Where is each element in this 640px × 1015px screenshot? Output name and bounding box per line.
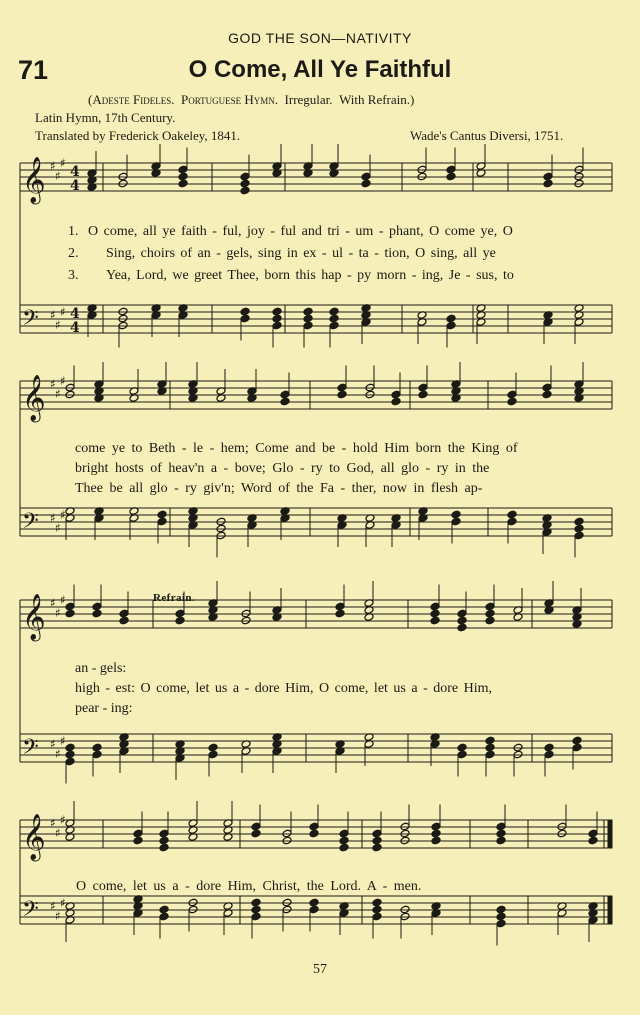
time-signature: 4 xyxy=(70,320,80,336)
notehead xyxy=(507,397,517,406)
bass-clef-glyph: 𝄢 xyxy=(22,306,39,336)
notehead xyxy=(240,307,250,316)
notehead xyxy=(178,165,188,174)
notehead xyxy=(430,616,440,625)
notehead xyxy=(65,757,75,766)
notehead xyxy=(496,905,506,914)
final-barline xyxy=(608,820,612,848)
notehead xyxy=(92,743,102,752)
notehead xyxy=(430,609,440,618)
sharp-glyph: ♯ xyxy=(50,511,56,525)
notehead xyxy=(457,750,467,759)
lyric-line: high - est: O come, let us a - dore Him, O come, let us a - dore Him, xyxy=(75,681,493,696)
sharp-glyph: ♯ xyxy=(55,318,61,332)
lyric-line: O come, let us a - dore Him, Christ, the Lord. A - men. xyxy=(76,879,422,894)
lyric-line: Sing, choirs of an - gels, sing in ex - ul - ta - tion, O sing, all ye xyxy=(106,246,496,261)
notehead xyxy=(496,829,506,838)
notehead xyxy=(496,836,506,845)
notehead xyxy=(588,829,598,838)
sharp-glyph: ♯ xyxy=(60,374,66,388)
notehead xyxy=(133,836,143,845)
sharp-glyph: ♯ xyxy=(55,826,61,840)
lyric-line: bright hosts of heav'n a - bove; Glo - ry to God, all glo - ry in the xyxy=(75,461,490,476)
staff-lines xyxy=(20,163,612,924)
notehead xyxy=(240,179,250,188)
notehead xyxy=(431,829,441,838)
sharp-glyph: ♯ xyxy=(55,606,61,620)
lyric-line: Yea, Lord, we greet Thee, born this hap - py morn - ing, Je - sus, to xyxy=(106,268,514,283)
sharp-glyph: ♯ xyxy=(50,596,56,610)
notehead xyxy=(329,314,339,323)
notehead xyxy=(335,602,345,611)
notes xyxy=(65,144,612,946)
notehead xyxy=(208,743,218,752)
notehead xyxy=(309,829,319,838)
notehead xyxy=(542,390,552,399)
tune-open: ( xyxy=(88,92,93,107)
notehead xyxy=(457,609,467,618)
section-header: GOD THE SON—NATIVITY xyxy=(228,30,412,46)
notehead xyxy=(159,905,169,914)
notehead xyxy=(251,822,261,831)
notehead xyxy=(543,172,553,181)
notehead xyxy=(309,822,319,831)
notehead xyxy=(542,383,552,392)
notehead xyxy=(339,843,349,852)
notehead xyxy=(240,314,250,323)
tune-note: With Refrain. xyxy=(339,92,411,107)
notehead xyxy=(65,743,75,752)
treble-clef-glyph: 𝄞 xyxy=(22,375,46,421)
notehead xyxy=(507,517,517,526)
notehead xyxy=(496,919,506,928)
lyric-line: O come, all ye faith - ful, joy - ful and tri - um - phant, O come ye, O xyxy=(88,224,513,239)
notehead xyxy=(446,314,456,323)
notehead xyxy=(496,912,506,921)
final-barline xyxy=(608,896,612,924)
treble-clef-glyph: 𝄞 xyxy=(22,157,46,203)
notehead xyxy=(457,623,467,632)
notehead xyxy=(309,898,319,907)
notehead xyxy=(329,307,339,316)
words-origin: Latin Hymn, 17th Century. xyxy=(35,110,176,125)
notehead xyxy=(543,179,553,188)
notehead xyxy=(507,390,517,399)
notehead xyxy=(485,750,495,759)
notehead xyxy=(303,314,313,323)
notehead xyxy=(574,531,584,540)
sharp-glyph: ♯ xyxy=(50,308,56,322)
notehead xyxy=(159,912,169,921)
sharp-glyph: ♯ xyxy=(60,593,66,607)
sharp-glyph: ♯ xyxy=(60,508,66,522)
sharp-glyph: ♯ xyxy=(55,521,61,535)
music-source: Wade's Cantus Diversi, 1751. xyxy=(410,128,564,143)
lyric-line: pear - ing: xyxy=(75,701,133,716)
notehead xyxy=(272,307,282,316)
lyric-line: Thee be all glo - ry giv'n; Word of the Fa - ther, now in flesh ap- xyxy=(75,481,483,496)
notehead xyxy=(133,829,143,838)
sharp-glyph: ♯ xyxy=(50,737,56,751)
sharp-glyph: ♯ xyxy=(55,909,61,923)
notehead xyxy=(337,390,347,399)
notehead xyxy=(280,397,290,406)
hymn-title: O Come, All Ye Faithful xyxy=(188,56,452,83)
meter: Irregular. xyxy=(284,92,333,107)
notehead xyxy=(372,829,382,838)
lyric-line: come ye to Beth - le - hem; Come and be - hold Him born the King of xyxy=(75,441,518,456)
notehead xyxy=(329,321,339,330)
notehead xyxy=(496,822,506,831)
notehead xyxy=(65,609,75,618)
bass-clef-glyph: 𝄢 xyxy=(22,897,39,927)
sharp-glyph: ♯ xyxy=(55,747,61,761)
translator-credit: Translated by Frederick Oakeley, 1841. xyxy=(35,128,241,143)
notehead xyxy=(485,602,495,611)
notehead xyxy=(372,912,382,921)
notehead xyxy=(451,510,461,519)
verse-number: 3. xyxy=(68,268,79,283)
bass-clef-glyph: 𝄢 xyxy=(22,735,39,765)
notehead xyxy=(391,390,401,399)
sharp-glyph: ♯ xyxy=(55,169,61,183)
lyric-line: an - gels: xyxy=(75,661,127,676)
tune-close: ) xyxy=(410,92,415,107)
notehead xyxy=(240,186,250,195)
sharp-glyph: ♯ xyxy=(60,813,66,827)
notehead xyxy=(178,179,188,188)
notehead xyxy=(372,898,382,907)
notehead xyxy=(572,736,582,745)
notehead xyxy=(574,517,584,526)
verse-number: 1. xyxy=(68,224,79,239)
notehead xyxy=(446,165,456,174)
notehead xyxy=(361,172,371,181)
notehead xyxy=(251,905,261,914)
notehead xyxy=(372,836,382,845)
notehead xyxy=(159,829,169,838)
notehead xyxy=(457,616,467,625)
notehead xyxy=(507,510,517,519)
notehead xyxy=(251,829,261,838)
sharp-glyph: ♯ xyxy=(60,896,66,910)
notehead xyxy=(178,172,188,181)
time-signature: 4 xyxy=(70,306,80,322)
notehead xyxy=(251,912,261,921)
notehead xyxy=(485,736,495,745)
notehead xyxy=(372,905,382,914)
bass-clef-glyph: 𝄢 xyxy=(22,509,39,539)
notehead xyxy=(92,609,102,618)
notehead xyxy=(335,609,345,618)
notehead xyxy=(65,750,75,759)
notehead xyxy=(485,616,495,625)
notehead xyxy=(391,397,401,406)
treble-clef-glyph: 𝄞 xyxy=(22,594,46,640)
notehead xyxy=(418,383,428,392)
sharp-glyph: ♯ xyxy=(55,387,61,401)
notehead xyxy=(175,609,185,618)
notehead xyxy=(339,836,349,845)
notehead xyxy=(431,836,441,845)
verse-number: 2. xyxy=(68,246,79,261)
notehead xyxy=(337,383,347,392)
notehead xyxy=(157,517,167,526)
notehead xyxy=(159,843,169,852)
sharp-glyph: ♯ xyxy=(60,305,66,319)
notehead xyxy=(431,822,441,831)
time-signature: 4 xyxy=(70,164,80,180)
notehead xyxy=(544,750,554,759)
notehead xyxy=(240,172,250,181)
tune-name: Adeste Fideles. xyxy=(92,92,175,107)
sharp-glyph: ♯ xyxy=(50,377,56,391)
treble-clef-glyph: 𝄞 xyxy=(22,814,46,860)
notehead xyxy=(361,179,371,188)
notehead xyxy=(572,743,582,752)
notehead xyxy=(175,616,185,625)
notehead xyxy=(92,602,102,611)
notehead xyxy=(339,829,349,838)
sharp-glyph: ♯ xyxy=(50,899,56,913)
notehead xyxy=(446,321,456,330)
refrain-label: Refrain. xyxy=(153,592,195,604)
sharp-glyph: ♯ xyxy=(50,159,56,173)
tune-alt: Portuguese Hymn. xyxy=(180,92,279,107)
notehead xyxy=(574,524,584,533)
notehead xyxy=(418,390,428,399)
notehead xyxy=(119,616,129,625)
notehead xyxy=(446,172,456,181)
notehead xyxy=(457,743,467,752)
hymn-number: 71 xyxy=(18,55,49,85)
sharp-glyph: ♯ xyxy=(60,734,66,748)
notehead xyxy=(544,743,554,752)
notehead xyxy=(309,905,319,914)
time-signature: 4 xyxy=(70,178,80,194)
notehead xyxy=(272,314,282,323)
notehead xyxy=(280,390,290,399)
notehead xyxy=(159,836,169,845)
notehead xyxy=(303,321,313,330)
notehead xyxy=(451,517,461,526)
notehead xyxy=(251,898,261,907)
notehead xyxy=(303,307,313,316)
notehead xyxy=(157,510,167,519)
notehead xyxy=(92,750,102,759)
sharp-glyph: ♯ xyxy=(60,156,66,170)
notehead xyxy=(119,609,129,618)
notehead xyxy=(485,609,495,618)
sharp-glyph: ♯ xyxy=(50,816,56,830)
notehead xyxy=(208,750,218,759)
clefs-and-signatures xyxy=(22,156,80,927)
page-number: 57 xyxy=(313,962,327,977)
notehead xyxy=(485,743,495,752)
notehead xyxy=(588,836,598,845)
notehead xyxy=(65,602,75,611)
notehead xyxy=(430,602,440,611)
notehead xyxy=(372,843,382,852)
notehead xyxy=(272,321,282,330)
